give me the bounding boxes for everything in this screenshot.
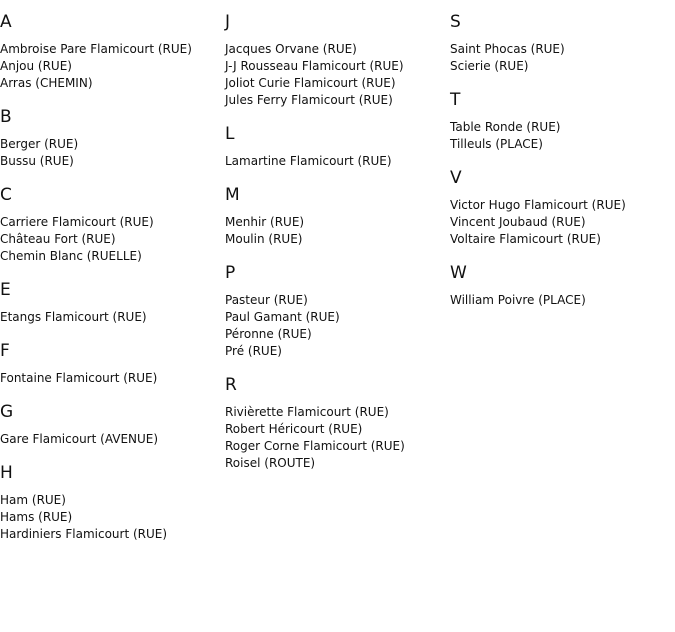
street-link[interactable]: Joliot Curie Flamicourt (RUE) [225,76,396,90]
street-link[interactable]: Arras (CHEMIN) [0,76,93,90]
street-link[interactable]: Rivièrette Flamicourt (RUE) [225,405,389,419]
street-link[interactable]: Menhir (RUE) [225,215,305,229]
street-link[interactable]: Paul Gamant (RUE) [225,310,340,324]
street-link[interactable]: Chemin Blanc (RUELLE) [0,249,142,263]
street-link[interactable]: J-J Rousseau Flamicourt (RUE) [225,59,404,73]
letter-heading: E [0,280,11,300]
street-link[interactable]: Pasteur (RUE) [225,293,308,307]
letter-section [450,167,672,248]
letter-section [450,262,672,309]
letter-section [0,106,222,170]
letter-heading: V [450,168,462,188]
letter-heading: B [0,107,12,127]
letter-section [0,462,222,543]
letter-section [0,11,222,92]
street-link[interactable]: Hams (RUE) [0,510,73,524]
street-link[interactable]: Hardiniers Flamicourt (RUE) [0,527,168,541]
street-link[interactable]: Jules Ferry Flamicourt (RUE) [225,93,393,107]
street-link[interactable]: Scierie (RUE) [450,59,529,73]
letter-section [225,11,447,109]
street-column-1 [0,11,222,557]
street-link[interactable]: Pré (RUE) [225,344,282,358]
letter-section [0,184,222,265]
letter-heading: T [450,90,461,110]
street-link[interactable]: Etangs Flamicourt (RUE) [0,310,147,324]
street-link[interactable]: Victor Hugo Flamicourt (RUE) [450,198,626,212]
street-link[interactable]: Roger Corne Flamicourt (RUE) [225,439,405,453]
street-link[interactable]: Fontaine Flamicourt (RUE) [0,371,158,385]
letter-section [450,11,672,75]
letter-heading: G [0,402,14,422]
letter-section [225,123,447,170]
letter-heading: W [450,263,467,283]
street-link[interactable]: Péronne (RUE) [225,327,312,341]
street-link[interactable]: Roisel (ROUTE) [225,456,316,470]
letter-section [0,340,222,387]
letter-heading: P [225,263,236,283]
letter-section [225,184,447,248]
street-link[interactable]: Berger (RUE) [0,137,79,151]
letter-heading: L [225,124,235,144]
letter-heading: F [0,341,10,361]
street-link[interactable]: Tilleuls (PLACE) [450,137,543,151]
letter-section [0,401,222,448]
street-link[interactable]: Ham (RUE) [0,493,66,507]
street-link[interactable]: Moulin (RUE) [225,232,303,246]
street-link[interactable]: William Poivre (PLACE) [450,293,586,307]
street-link[interactable]: Lamartine Flamicourt (RUE) [225,154,392,168]
street-column-2 [225,11,447,486]
street-link[interactable]: Vincent Joubaud (RUE) [450,215,586,229]
letter-section [450,89,672,153]
street-link[interactable]: Gare Flamicourt (AVENUE) [0,432,159,446]
street-link[interactable]: Robert Héricourt (RUE) [225,422,363,436]
letter-heading: C [0,185,12,205]
street-link[interactable]: Bussu (RUE) [0,154,74,168]
street-link[interactable]: Ambroise Pare Flamicourt (RUE) [0,42,192,56]
letter-section [225,262,447,360]
street-link[interactable]: Voltaire Flamicourt (RUE) [450,232,601,246]
letter-heading: S [450,12,461,32]
letter-heading: M [225,185,240,205]
letter-section [225,374,447,472]
letter-heading: A [0,12,12,32]
street-link[interactable]: Château Fort (RUE) [0,232,116,246]
street-link[interactable]: Table Ronde (RUE) [450,120,561,134]
street-link[interactable]: Carriere Flamicourt (RUE) [0,215,154,229]
street-link[interactable]: Anjou (RUE) [0,59,72,73]
letter-heading: J [225,12,231,32]
letter-section [0,279,222,326]
street-column-3 [450,11,672,323]
letter-heading: H [0,463,13,483]
letter-heading: R [225,375,237,395]
street-link[interactable]: Saint Phocas (RUE) [450,42,565,56]
street-link[interactable]: Jacques Orvane (RUE) [225,42,357,56]
